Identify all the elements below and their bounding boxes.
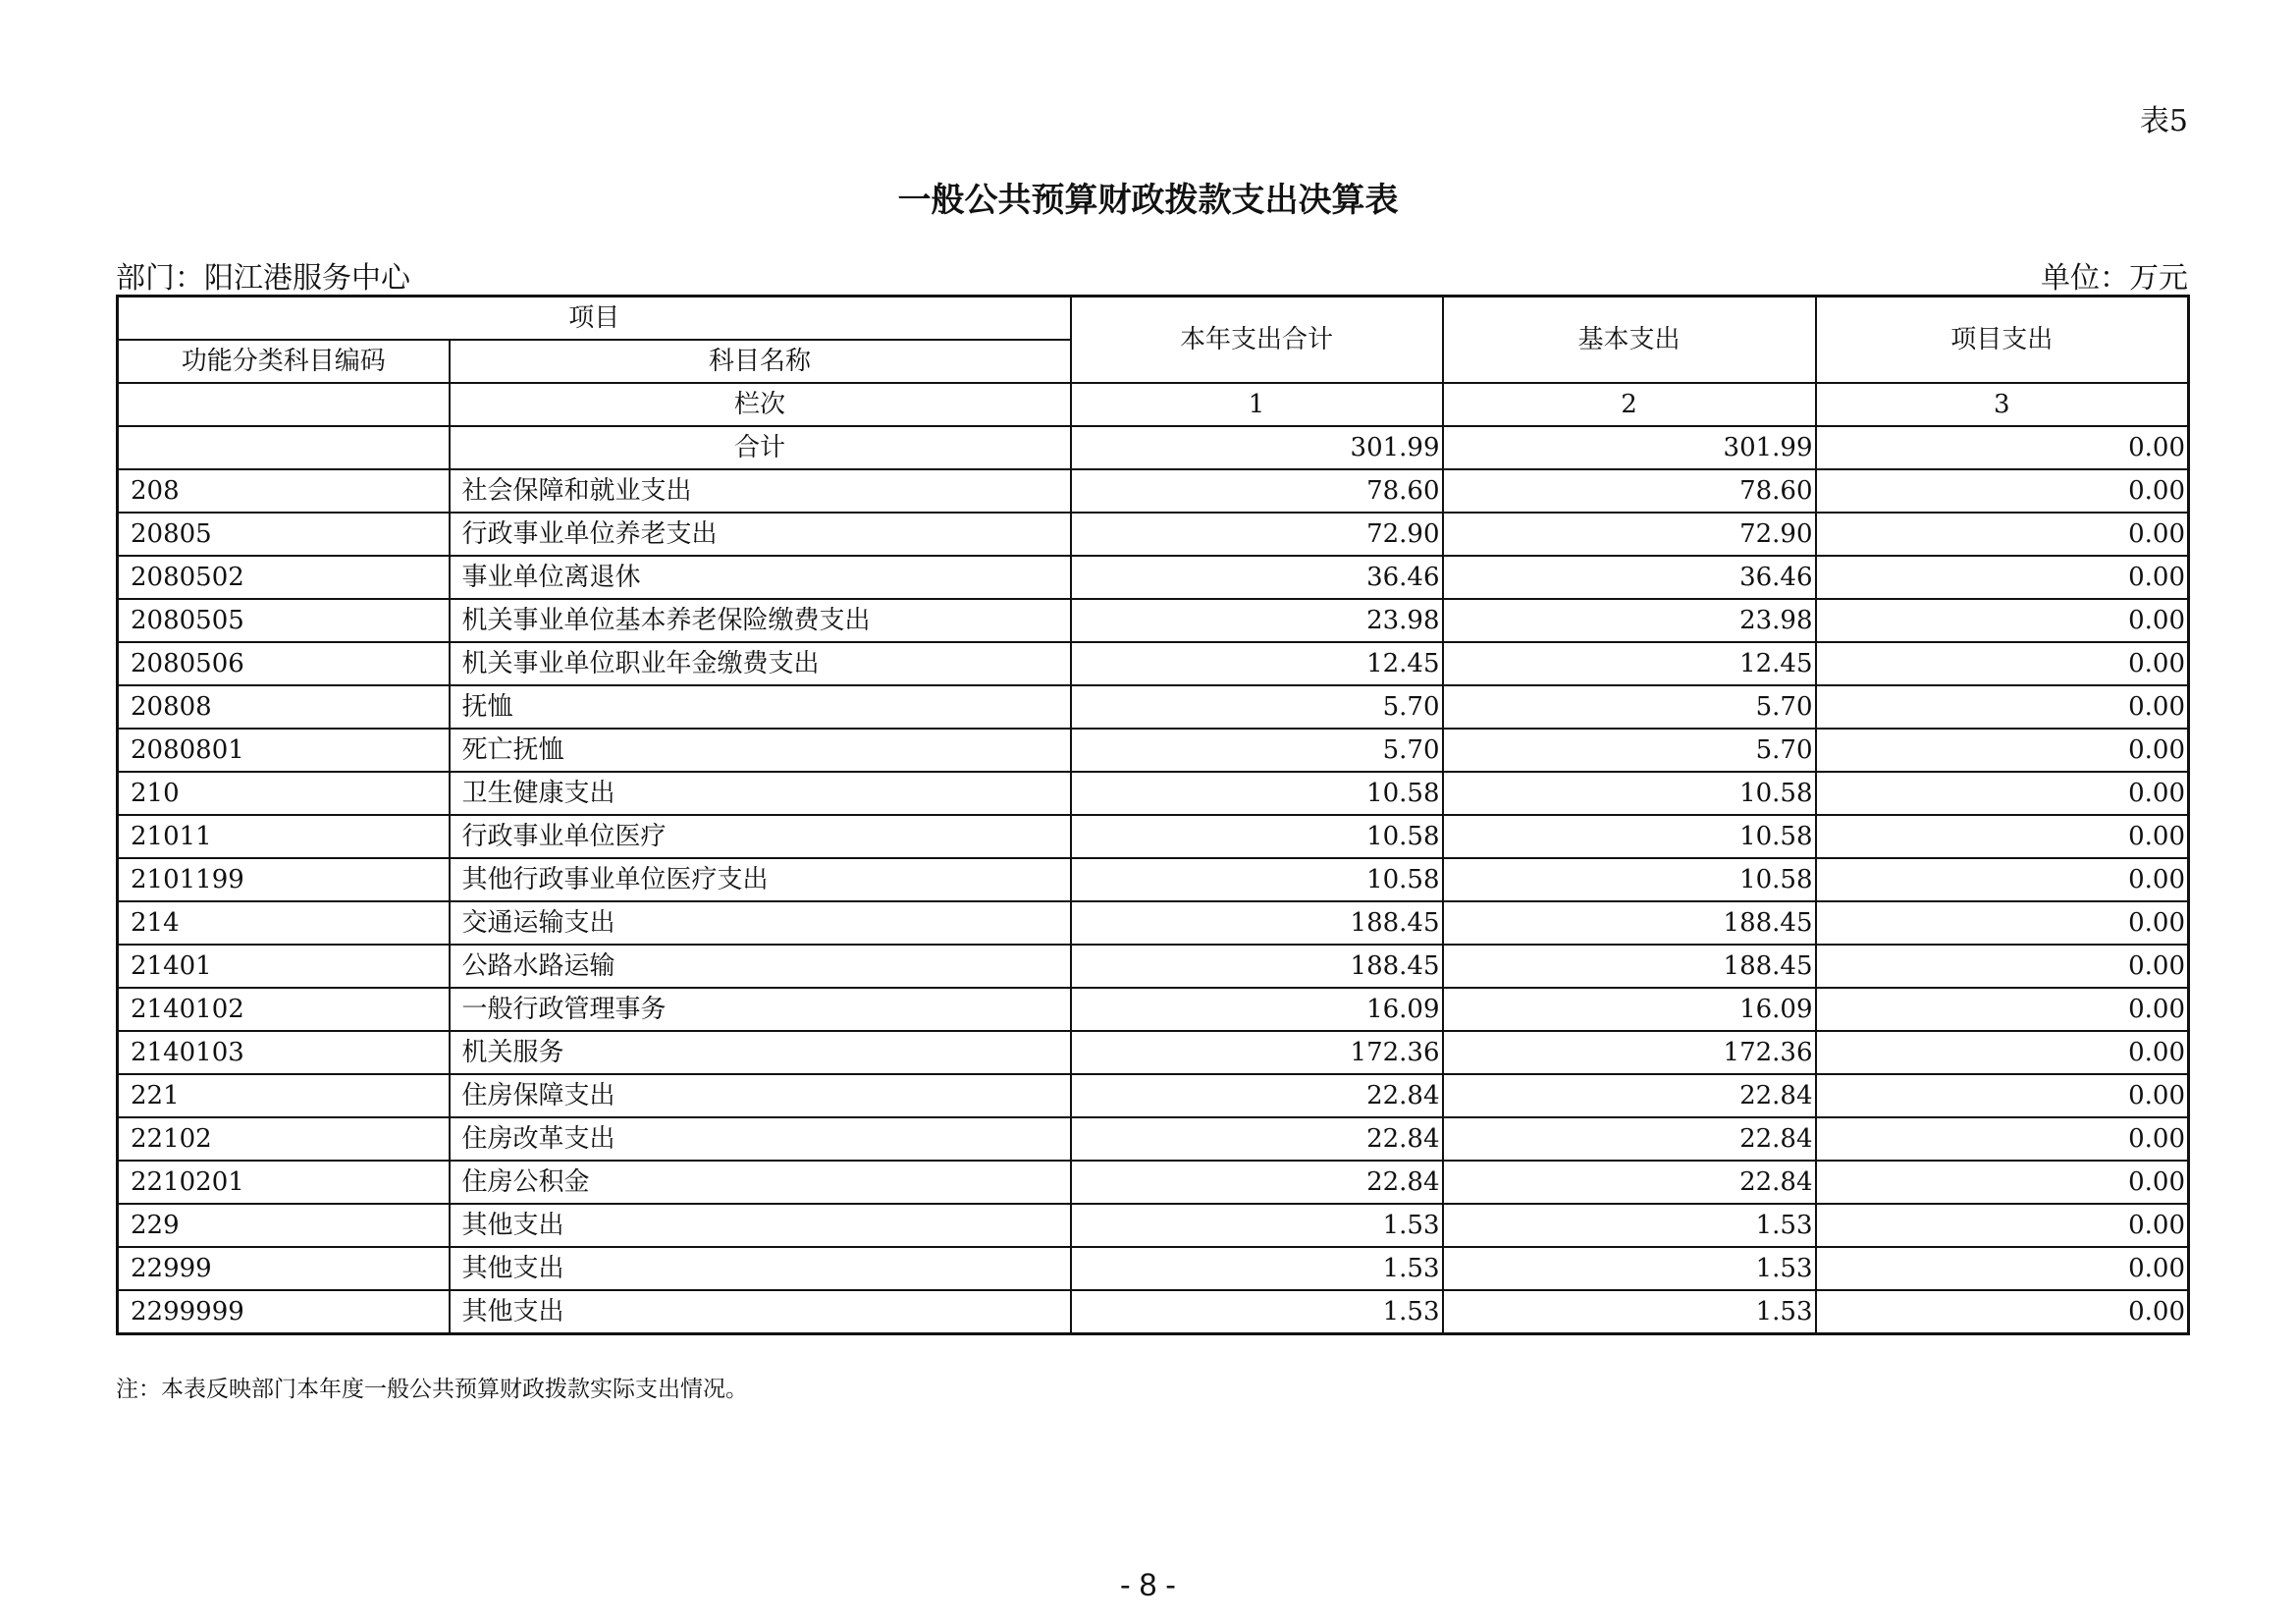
header-project: 项目 xyxy=(118,297,1071,341)
column-2: 2 xyxy=(1443,383,1816,426)
row-project: 0.00 xyxy=(1816,1031,2189,1074)
row-basic: 1.53 xyxy=(1443,1247,1816,1290)
row-project: 0.00 xyxy=(1816,729,2189,772)
row-project: 0.00 xyxy=(1816,988,2189,1031)
table-row xyxy=(118,513,2189,556)
row-code: 21401 xyxy=(118,945,450,988)
row-total: 1.53 xyxy=(1071,1290,1443,1334)
row-project: 0.00 xyxy=(1816,599,2189,642)
row-project: 0.00 xyxy=(1816,513,2189,556)
total-project: 0.00 xyxy=(1816,426,2189,469)
row-basic: 5.70 xyxy=(1443,729,1816,772)
total-basic: 301.99 xyxy=(1443,426,1816,469)
row-name: 住房改革支出 xyxy=(450,1117,1071,1161)
header-project-expenditure: 项目支出 xyxy=(1816,297,2189,384)
table-row xyxy=(118,1247,2189,1290)
row-project: 0.00 xyxy=(1816,858,2189,901)
row-name: 住房保障支出 xyxy=(450,1074,1071,1117)
table-row xyxy=(118,642,2189,685)
row-code: 21011 xyxy=(118,815,450,858)
table-row xyxy=(118,469,2189,513)
row-name: 机关事业单位职业年金缴费支出 xyxy=(450,642,1071,685)
row-basic: 1.53 xyxy=(1443,1204,1816,1247)
page-title: 一般公共预算财政拨款支出决算表 xyxy=(897,181,1399,220)
row-name: 机关服务 xyxy=(450,1031,1071,1074)
row-basic: 5.70 xyxy=(1443,685,1816,729)
row-name: 其他支出 xyxy=(450,1247,1071,1290)
table-row xyxy=(118,772,2189,815)
row-total: 36.46 xyxy=(1071,556,1443,599)
row-basic: 16.09 xyxy=(1443,988,1816,1031)
page-number: - 8 - xyxy=(1120,1567,1176,1602)
row-code: 2140102 xyxy=(118,988,450,1031)
table-row xyxy=(118,556,2189,599)
row-total: 5.70 xyxy=(1071,685,1443,729)
row-name: 机关事业单位基本养老保险缴费支出 xyxy=(450,599,1071,642)
table-row xyxy=(118,1031,2189,1074)
row-basic: 10.58 xyxy=(1443,772,1816,815)
table-row xyxy=(118,901,2189,945)
row-name: 抚恤 xyxy=(450,685,1071,729)
row-basic: 72.90 xyxy=(1443,513,1816,556)
row-basic: 36.46 xyxy=(1443,556,1816,599)
row-project: 0.00 xyxy=(1816,469,2189,513)
row-code: 20805 xyxy=(118,513,450,556)
total-row xyxy=(118,426,2189,469)
table-row xyxy=(118,945,2189,988)
row-total: 10.58 xyxy=(1071,772,1443,815)
row-total: 12.45 xyxy=(1071,642,1443,685)
department-label: 部门：阳江港服务中心 xyxy=(116,261,410,296)
row-code: 2140103 xyxy=(118,1031,450,1074)
row-total: 188.45 xyxy=(1071,945,1443,988)
row-name: 其他支出 xyxy=(450,1204,1071,1247)
empty-cell xyxy=(118,426,450,469)
row-total: 1.53 xyxy=(1071,1204,1443,1247)
row-project: 0.00 xyxy=(1816,1161,2189,1204)
column-1: 1 xyxy=(1071,383,1443,426)
table-row xyxy=(118,858,2189,901)
row-name: 行政事业单位养老支出 xyxy=(450,513,1071,556)
row-name: 行政事业单位医疗 xyxy=(450,815,1071,858)
row-total: 22.84 xyxy=(1071,1117,1443,1161)
header-basic: 基本支出 xyxy=(1443,297,1816,384)
row-code: 229 xyxy=(118,1204,450,1247)
row-basic: 22.84 xyxy=(1443,1074,1816,1117)
row-project: 0.00 xyxy=(1816,772,2189,815)
row-project: 0.00 xyxy=(1816,1247,2189,1290)
row-basic: 10.58 xyxy=(1443,858,1816,901)
row-code: 22102 xyxy=(118,1117,450,1161)
row-total: 1.53 xyxy=(1071,1247,1443,1290)
row-code: 20808 xyxy=(118,685,450,729)
table-row xyxy=(118,729,2189,772)
header-total: 本年支出合计 xyxy=(1071,297,1443,384)
row-code: 22999 xyxy=(118,1247,450,1290)
column-label: 栏次 xyxy=(450,383,1071,426)
table-row xyxy=(118,1074,2189,1117)
row-basic: 22.84 xyxy=(1443,1161,1816,1204)
table-row xyxy=(118,1290,2189,1334)
empty-cell xyxy=(118,383,450,426)
row-project: 0.00 xyxy=(1816,901,2189,945)
row-total: 188.45 xyxy=(1071,901,1443,945)
row-basic: 188.45 xyxy=(1443,901,1816,945)
row-name: 一般行政管理事务 xyxy=(450,988,1071,1031)
row-name: 死亡抚恤 xyxy=(450,729,1071,772)
row-total: 16.09 xyxy=(1071,988,1443,1031)
row-code: 210 xyxy=(118,772,450,815)
row-total: 5.70 xyxy=(1071,729,1443,772)
row-name: 交通运输支出 xyxy=(450,901,1071,945)
row-basic: 78.60 xyxy=(1443,469,1816,513)
row-code: 2080801 xyxy=(118,729,450,772)
row-name: 卫生健康支出 xyxy=(450,772,1071,815)
row-project: 0.00 xyxy=(1816,556,2189,599)
table-number: 表5 xyxy=(2139,104,2188,138)
row-project: 0.00 xyxy=(1816,1117,2189,1161)
row-name: 其他支出 xyxy=(450,1290,1071,1334)
header-name: 科目名称 xyxy=(450,340,1071,383)
row-code: 2299999 xyxy=(118,1290,450,1334)
row-project: 0.00 xyxy=(1816,1074,2189,1117)
row-project: 0.00 xyxy=(1816,685,2189,729)
expenditure-table xyxy=(116,295,2190,1335)
row-total: 22.84 xyxy=(1071,1074,1443,1117)
row-code: 2080505 xyxy=(118,599,450,642)
footnote: 注：本表反映部门本年度一般公共预算财政拨款实际支出情况。 xyxy=(116,1377,748,1402)
table-row xyxy=(118,815,2189,858)
row-project: 0.00 xyxy=(1816,1290,2189,1334)
row-basic: 22.84 xyxy=(1443,1117,1816,1161)
row-code: 2101199 xyxy=(118,858,450,901)
row-name: 其他行政事业单位医疗支出 xyxy=(450,858,1071,901)
column-3: 3 xyxy=(1816,383,2189,426)
row-project: 0.00 xyxy=(1816,815,2189,858)
table-row xyxy=(118,988,2189,1031)
row-code: 208 xyxy=(118,469,450,513)
row-total: 23.98 xyxy=(1071,599,1443,642)
row-code: 2210201 xyxy=(118,1161,450,1204)
column-number-row xyxy=(118,383,2189,426)
row-total: 22.84 xyxy=(1071,1161,1443,1204)
row-total: 78.60 xyxy=(1071,469,1443,513)
header-row xyxy=(118,297,2189,341)
row-total: 172.36 xyxy=(1071,1031,1443,1074)
table-row xyxy=(118,1117,2189,1161)
row-project: 0.00 xyxy=(1816,642,2189,685)
total-label: 合计 xyxy=(450,426,1071,469)
table-row xyxy=(118,1161,2189,1204)
row-project: 0.00 xyxy=(1816,945,2189,988)
row-basic: 188.45 xyxy=(1443,945,1816,988)
row-basic: 172.36 xyxy=(1443,1031,1816,1074)
row-code: 2080502 xyxy=(118,556,450,599)
row-basic: 12.45 xyxy=(1443,642,1816,685)
total-total: 301.99 xyxy=(1071,426,1443,469)
row-code: 2080506 xyxy=(118,642,450,685)
table-row xyxy=(118,599,2189,642)
header-code: 功能分类科目编码 xyxy=(118,340,450,383)
table-row xyxy=(118,685,2189,729)
row-code: 221 xyxy=(118,1074,450,1117)
row-total: 10.58 xyxy=(1071,815,1443,858)
unit-label: 单位：万元 xyxy=(2041,261,2188,296)
row-name: 住房公积金 xyxy=(450,1161,1071,1204)
row-name: 社会保障和就业支出 xyxy=(450,469,1071,513)
row-total: 10.58 xyxy=(1071,858,1443,901)
table-row xyxy=(118,1204,2189,1247)
row-name: 公路水路运输 xyxy=(450,945,1071,988)
row-code: 214 xyxy=(118,901,450,945)
row-project: 0.00 xyxy=(1816,1204,2189,1247)
row-name: 事业单位离退休 xyxy=(450,556,1071,599)
row-basic: 1.53 xyxy=(1443,1290,1816,1334)
row-total: 72.90 xyxy=(1071,513,1443,556)
row-basic: 10.58 xyxy=(1443,815,1816,858)
row-basic: 23.98 xyxy=(1443,599,1816,642)
